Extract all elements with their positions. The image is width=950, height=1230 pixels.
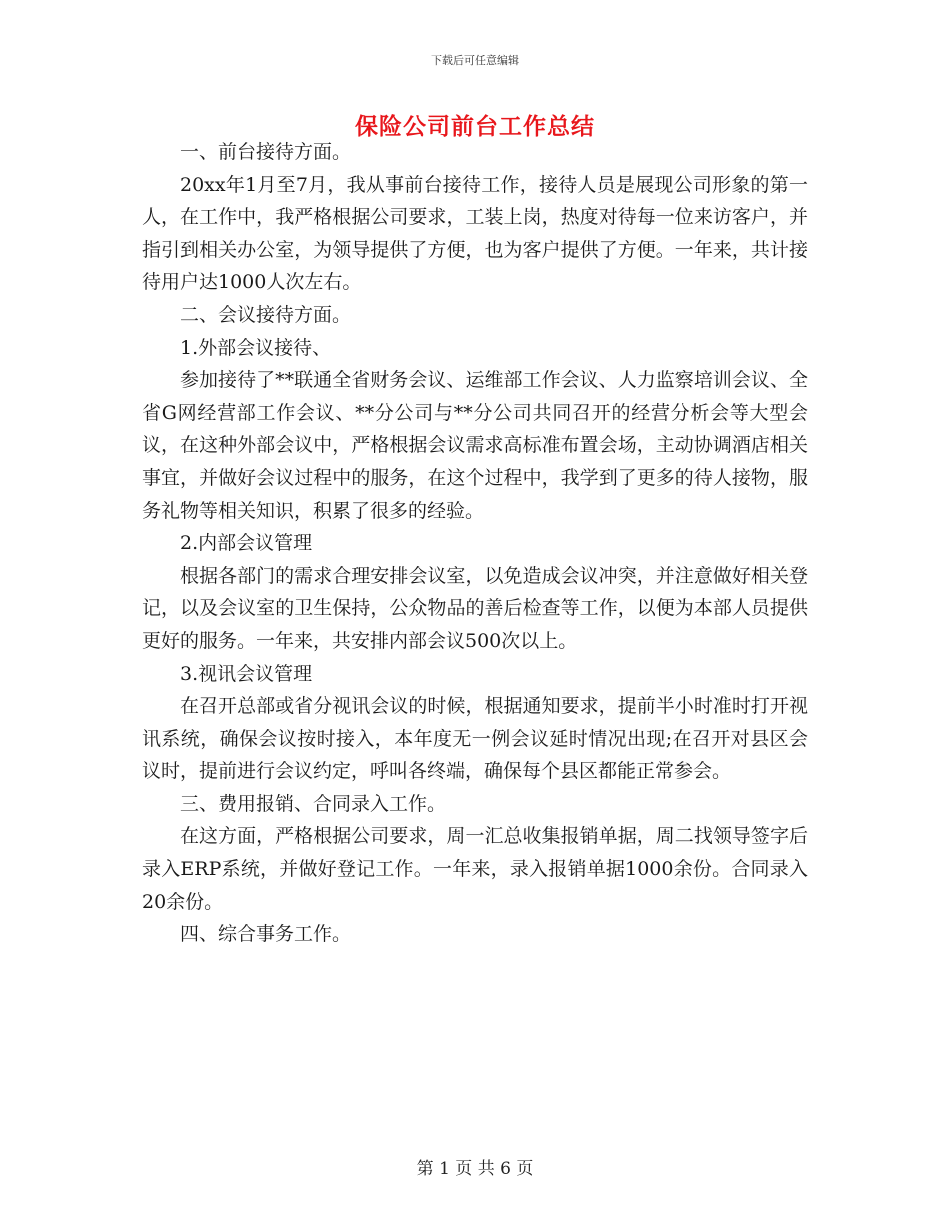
subheading-external-meetings: 1.外部会议接待、 xyxy=(180,336,332,359)
section-heading-reception: 一、前台接待方面。 xyxy=(180,141,352,163)
paragraph-video-meetings: 在召开总部或省分视讯会议的时候，根据通知要求，提前半小时准时打开视讯系统，确保会议按时接入，本年度无一例会议延时情况出现;在召开对县区会议时，提前进行会议约定，呼叫各终端，确保每个县区都能正常参会。 xyxy=(142,695,808,783)
paragraph-reception: 20xx年1月至7月，我从事前台接待工作，接待人员是展现公司形象的第一人，在工作中，我严格根据公司要求，工装上岗，热度对待每一位来访客户，并指引到相关办公室，为领导提供了方便，也为客户提供了方便。一年来，共计接待用户达1000人次左右。 xyxy=(142,173,808,294)
paragraph-external-meetings: 参加接待了**联通全省财务会议、运维部工作会议、人力监察培训会议、全省G网经营部工作会议、**分公司与**分公司共同召开的经营分析会等大型会议，在这种外部会议中，严格根据会议需求高标准布置会场，主动协调酒店相关事宜，并做好会议过程中的服务，在这个过程中，我学到了更多的待人接物，服务礼物等相关知识，积累了很多的经验。 xyxy=(142,369,808,522)
page-header-note: 下载后可任意编辑 xyxy=(431,54,519,67)
document-body xyxy=(142,136,808,951)
section-heading-expenses: 三、费用报销、合同录入工作。 xyxy=(180,792,447,815)
paragraph-expenses: 在这方面，严格根据公司要求，周一汇总收集报销单据，周二找领导签字后录入ERP系统，并做好登记工作。一年来，录入报销单据1000余份。合同录入20余份。 xyxy=(142,825,808,913)
page-number-footer: 第 1 页 共 6 页 xyxy=(416,1159,534,1179)
section-heading-general-affairs: 四、综合事务工作。 xyxy=(180,923,352,946)
document-title: 保险公司前台工作总结 xyxy=(355,114,595,140)
subheading-internal-meetings: 2.内部会议管理 xyxy=(180,532,313,555)
section-heading-meetings: 二、会议接待方面。 xyxy=(180,303,352,326)
subheading-video-meetings: 3.视讯会议管理 xyxy=(180,662,313,685)
paragraph-internal-meetings: 根据各部门的需求合理安排会议室，以免造成会议冲突，并注意做好相关登记，以及会议室的卫生保持，公众物品的善后检查等工作，以便为本部人员提供更好的服务。一年来，共安排内部会议500次以上。 xyxy=(142,564,808,652)
